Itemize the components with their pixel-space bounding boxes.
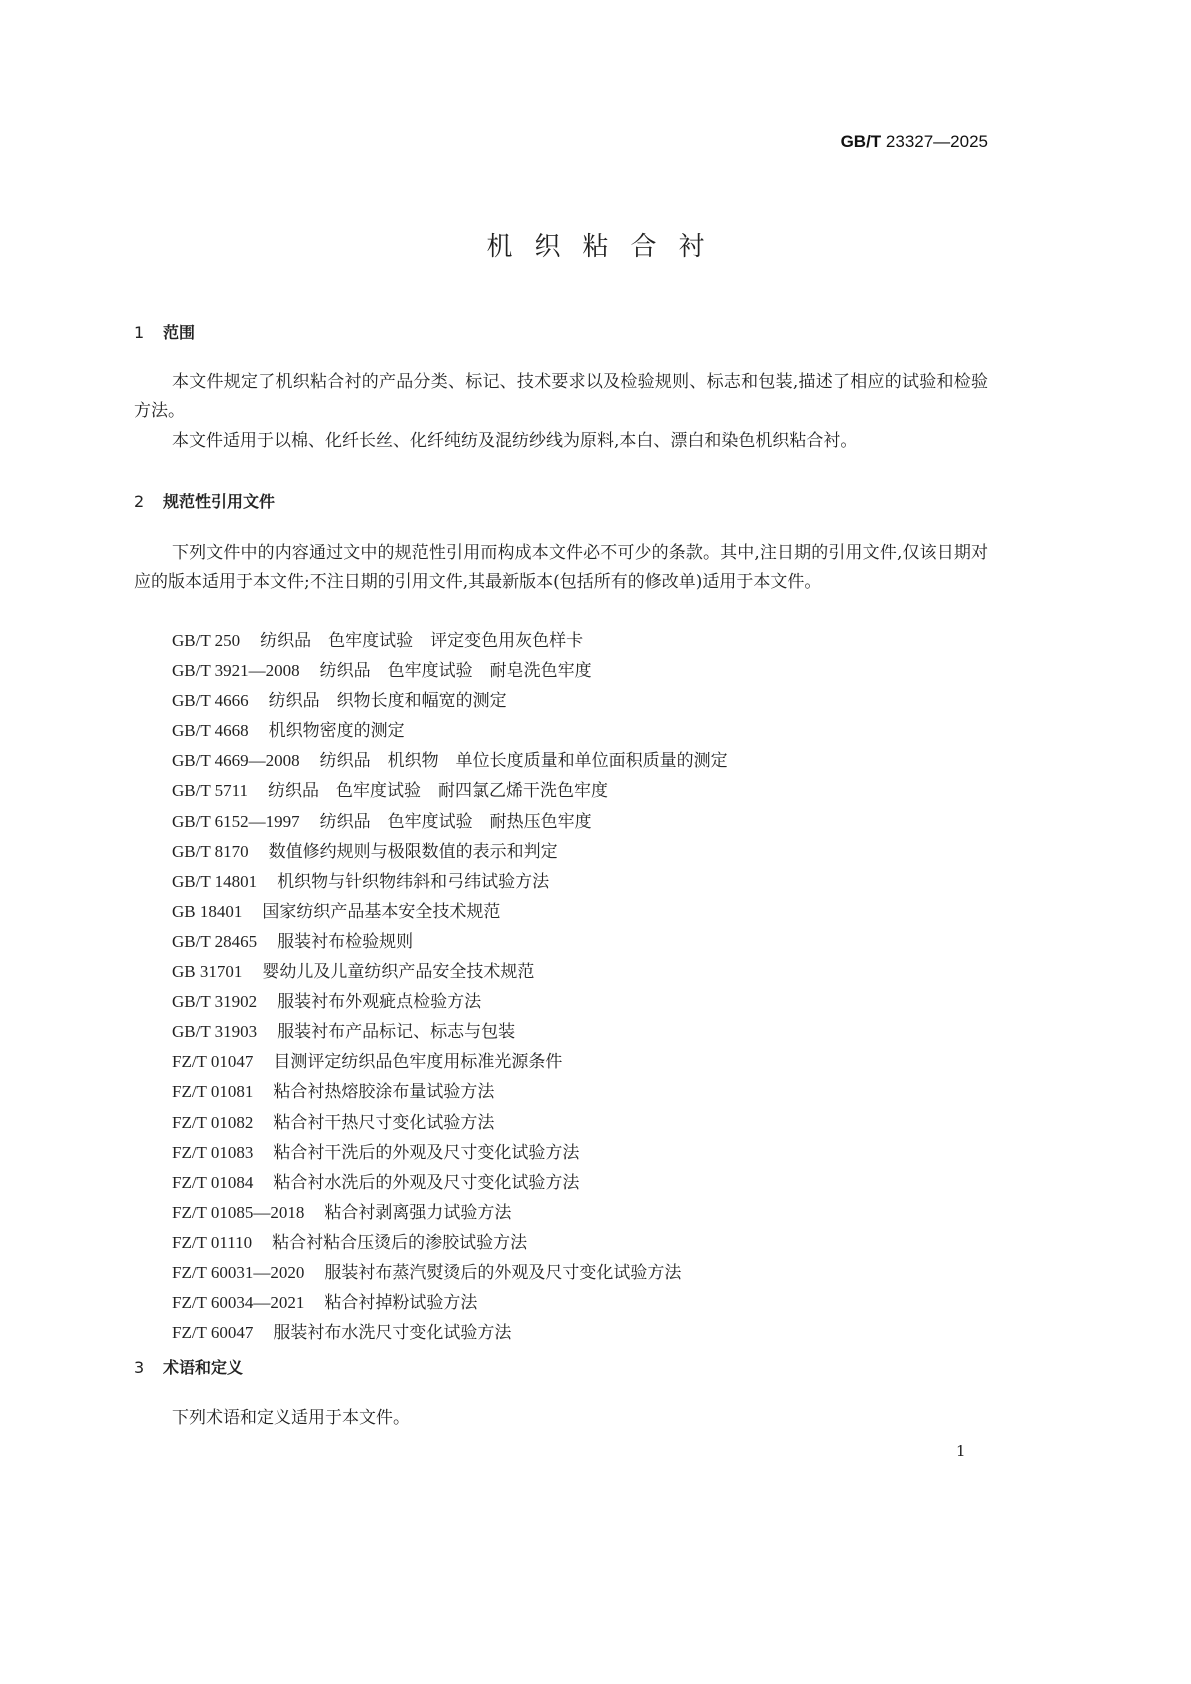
reference-item [172, 1017, 728, 1047]
reference-title: 机织物密度的测定 [268, 721, 405, 742]
reference-code: FZ/T 01081 [172, 1082, 254, 1102]
reference-item [172, 807, 728, 837]
reference-item [172, 837, 728, 867]
reference-code: GB/T 4669—2008 [172, 751, 300, 771]
reference-code: GB/T 31902 [172, 992, 258, 1012]
reference-title: 粘合衬热熔胶涂布量试验方法 [273, 1082, 495, 1103]
reference-title: 纺织品 色牢度试验 耐皂洗色牢度 [319, 661, 592, 682]
reference-item [172, 1108, 728, 1138]
reference-item [172, 776, 728, 806]
document-title: 机织粘合衬 [486, 232, 727, 262]
reference-code: GB/T 28465 [172, 931, 258, 951]
section-heading-terms: 3 术语和定义 [134, 1358, 244, 1377]
reference-title: 纺织品 织物长度和幅宽的测定 [268, 691, 507, 712]
reference-item [172, 1077, 728, 1107]
reference-title: 服装衬布水洗尺寸变化试验方法 [273, 1323, 512, 1344]
reference-code: FZ/T 01083 [172, 1142, 254, 1162]
reference-title: 国家纺织产品基本安全技术规范 [262, 901, 501, 922]
reference-title: 服装衬布蒸汽熨烫后的外观及尺寸变化试验方法 [324, 1262, 682, 1283]
reference-code: FZ/T 60034—2021 [172, 1293, 305, 1313]
reference-code: GB/T 4666 [172, 691, 249, 711]
reference-code: GB/T 5711 [172, 781, 249, 801]
reference-title: 粘合衬剥离强力试验方法 [324, 1202, 512, 1223]
reference-title: 粘合衬干热尺寸变化试验方法 [273, 1112, 495, 1133]
reference-code: FZ/T 01110 [172, 1232, 253, 1252]
reference-item [172, 1228, 728, 1258]
reference-item [172, 897, 728, 927]
reference-title: 粘合衬水洗后的外观及尺寸变化试验方法 [273, 1172, 580, 1193]
section-heading-scope: 1 范围 [134, 323, 196, 342]
reference-code: GB/T 4668 [172, 721, 249, 741]
reference-code: GB/T 3921—2008 [172, 661, 300, 681]
paragraph: 本文件规定了机织粘合衬的产品分类、标记、技术要求以及检验规则、标志和包装,描述了相应的试验和检验方法。 [134, 372, 988, 421]
reference-title: 纺织品 机织物 单位长度质量和单位面积质量的测定 [319, 751, 728, 772]
paragraph: 下列术语和定义适用于本文件。 [172, 1408, 410, 1428]
reference-code: GB/T 6152—1997 [172, 811, 300, 831]
standard-number-header [841, 132, 988, 152]
reference-title: 纺织品 色牢度试验 耐四氯乙烯干洗色牢度 [268, 781, 609, 802]
reference-item [172, 1258, 728, 1288]
reference-code: FZ/T 60047 [172, 1323, 254, 1343]
reference-code: FZ/T 01082 [172, 1112, 254, 1132]
reference-item [172, 1318, 728, 1348]
reference-title: 纺织品 色牢度试验 评定变色用灰色样卡 [260, 631, 584, 651]
reference-item [172, 867, 728, 897]
reference-code: GB 18401 [172, 901, 243, 921]
reference-item [172, 746, 728, 776]
reference-code: GB/T 31903 [172, 1022, 258, 1042]
reference-item [172, 987, 728, 1017]
reference-title: 粘合衬粘合压烫后的渗胶试验方法 [272, 1232, 528, 1253]
reference-item [172, 686, 728, 716]
paragraph: 本文件适用于以棉、化纤长丝、化纤纯纺及混纺纱线为原料,本白、漂白和染色机织粘合衬。 [172, 431, 858, 451]
standard-number: 23327—2025 [885, 132, 988, 151]
reference-code: FZ/T 01084 [172, 1172, 254, 1192]
reference-code: FZ/T 60031—2020 [172, 1262, 305, 1282]
page-number: 1 [956, 1442, 966, 1460]
reference-title: 粘合衬干洗后的外观及尺寸变化试验方法 [273, 1142, 580, 1163]
paragraph: 下列文件中的内容通过文中的规范性引用而构成本文件必不可少的条款。其中,注日期的引用文件,仅该日期对应的版本适用于本文件;不注日期的引用文件,其最新版本(包括所有的修改单)适用于本文件。 [134, 543, 988, 592]
reference-item [172, 716, 728, 746]
reference-item [172, 1288, 728, 1318]
reference-title: 服装衬布产品标记、标志与包装 [277, 1022, 516, 1043]
reference-code: GB/T 250 [172, 631, 241, 650]
reference-code: GB 31701 [172, 962, 243, 982]
reference-title: 目测评定纺织品色牢度用标准光源条件 [273, 1052, 563, 1073]
reference-code: FZ/T 01085—2018 [172, 1202, 305, 1222]
standard-prefix: GB/T [840, 132, 882, 151]
reference-code: GB/T 8170 [172, 841, 249, 861]
reference-list [172, 626, 728, 1348]
reference-title: 服装衬布检验规则 [277, 931, 414, 952]
reference-item [172, 957, 728, 987]
section-heading-normative-references: 2 规范性引用文件 [134, 492, 276, 511]
reference-title: 婴幼儿及儿童纺织产品安全技术规范 [262, 962, 535, 983]
reference-item [172, 1047, 728, 1077]
reference-title: 数值修约规则与极限数值的表示和判定 [268, 841, 558, 862]
reference-item [172, 656, 728, 686]
reference-item [172, 927, 728, 957]
reference-title: 机织物与针织物纬斜和弓纬试验方法 [277, 871, 550, 892]
reference-title: 纺织品 色牢度试验 耐热压色牢度 [319, 811, 592, 832]
reference-item [172, 1198, 728, 1228]
reference-title: 粘合衬掉粉试验方法 [324, 1293, 478, 1314]
reference-code: FZ/T 01047 [172, 1052, 254, 1072]
reference-item [172, 626, 728, 656]
reference-item [172, 1138, 728, 1168]
reference-title: 服装衬布外观疵点检验方法 [277, 992, 482, 1013]
reference-code: GB/T 14801 [172, 871, 258, 891]
reference-item [172, 1168, 728, 1198]
